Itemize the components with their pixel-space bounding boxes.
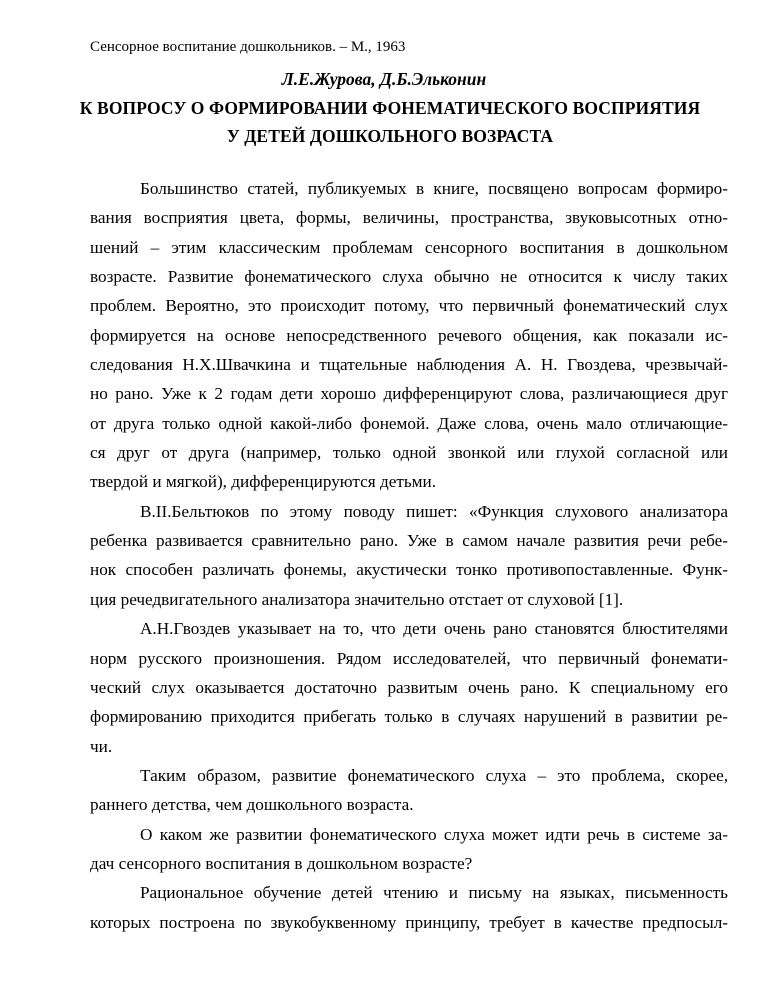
text-line: от друга только одной какой-либо фонемой. Даже слова, очень мало отличающие- — [90, 413, 728, 433]
text-line: нок способен различать фонемы, акустически тонко противопоставленные. Функ- — [90, 560, 728, 580]
text-line: но рано. Уже к 2 годам дети хорошо дифференцируют слова, различающиеся друг — [90, 384, 728, 404]
text-line: В.II.Бельтюков по этому поводу пишет: «Функция слухового анализатора — [140, 501, 728, 521]
text-line: следования Н.Х.Швачкина и тщательные наблюдения А. Н. Гвоздева, чрезвычай- — [90, 355, 728, 375]
text-line: ческий слух оказывается достаточно развитым очень рано. К специальному его — [90, 677, 728, 697]
text-line: чи. — [90, 736, 113, 756]
text-line: формированию приходится прибегать только в случаях нарушений в развитии ре- — [90, 707, 728, 727]
article-body — [90, 174, 728, 937]
text-line: проблем. Вероятно, это происходит потому, что первичный фонематический слух — [90, 296, 728, 316]
text-line: ция речедвигательного анализатора значительно отстает от слуховой [1]. — [90, 589, 624, 609]
article-title — [60, 94, 720, 150]
title-line: К ВОПРОСУ О ФОРМИРОВАНИИ ФОНЕМАТИЧЕСКОГО ВОСПРИЯТИЯ — [79, 98, 701, 118]
text-line: которых построена по звукобуквенному принципу, требует в качестве предпосыл- — [90, 912, 728, 932]
text-line: ся друг от друга (например, только одной звонкой или глухой согласной или — [90, 443, 728, 463]
text-line: А.Н.Гвоздев указывает на то, что дети очень рано становятся блюстителями — [140, 619, 728, 639]
text-line: формируется на основе непосредственного речевого общения, как показали ис- — [90, 325, 728, 345]
text-line: возрасте. Развитие фонематического слуха обычно не относится к числу таких — [90, 267, 728, 287]
text-line: ребенка развивается сравнительно рано. Уже в самом начале развития речи ребе- — [90, 531, 728, 551]
text-line: дач сенсорного воспитания в дошкольном возрасте? — [90, 853, 473, 873]
text-line: Рациональное обучение детей чтению и письму на языках, письменность — [140, 883, 728, 903]
text-line: раннего детства, чем дошкольного возраста. — [90, 795, 414, 815]
text-line: твердой и мягкой), дифференцируются детьми. — [90, 472, 437, 492]
text-line: Большинство статей, публикуемых в книге, посвящено вопросам формиро- — [140, 179, 728, 198]
text-line: О каком же развитии фонематического слуха может идти речь в системе за- — [140, 824, 728, 844]
text-line: шений – этим классическим проблемам сенсорного воспитания в дошкольном — [90, 237, 728, 257]
text-line: норм русского произношения. Рядом исследователей, что первичный фонемати- — [90, 648, 728, 668]
text-line: Таким образом, развитие фонематического слуха – это проблема, скорее, — [140, 765, 728, 785]
text-line: вания восприятия цвета, формы, величины, пространства, звуковысотных отно- — [90, 208, 728, 228]
source-citation: Сенсорное воспитание дошкольников. – М., 1963 — [90, 39, 406, 55]
authors: Л.Е.Журова, Д.Б.Эльконин — [281, 69, 487, 89]
title-line: У ДЕТЕЙ ДОШКОЛЬНОГО ВОЗРАСТА — [226, 126, 554, 146]
